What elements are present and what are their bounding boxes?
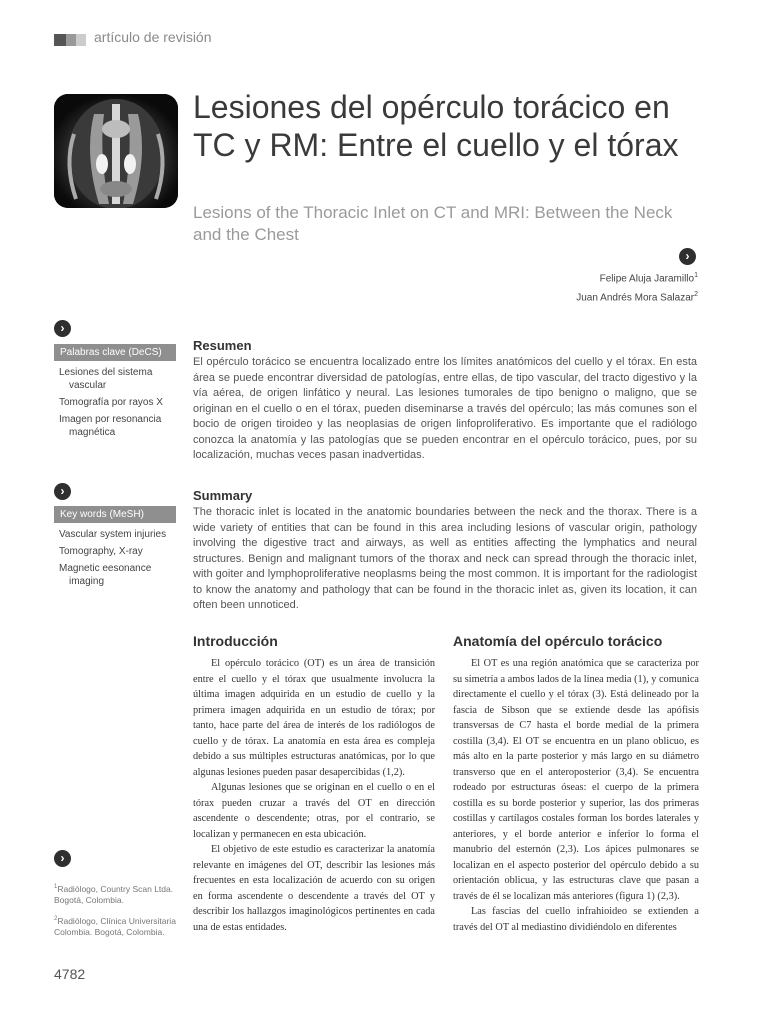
- resumen-text: El opérculo torácico se encuentra localizado entre los límites anatómicos del cuello y el tórax. En esta área se puede encontrar diversidad de patologías, entre ellas, de tipo vascular, del tracto digestivo y la vía aérea, de origen linfático y neural. Las lesiones tumorales de tipo benigno o maligno, que se originan en el cuello o en el tórax, pueden diseminarse a través del opérculo; las más comunes son el bocio de origen tiroideo y las neoplasias de origen linfoproliferativo. Es importante que el radiólogo conozca la anatomía y las patologías que se pueden encontrar en el opérculo torácico, pues, por su localización, muchas veces pasan inadvertidas.: [193, 356, 697, 461]
- keyword-item: Tomografía por rayos X: [59, 397, 163, 408]
- author: Felipe Aluja Jaramillo$^1$: [599, 272, 698, 285]
- keyword-item: Lesiones del sistema vascular: [59, 367, 153, 391]
- resumen-heading: Resumen: [193, 338, 252, 353]
- footnote: $^2$Radiólogo, Clínica Universitaria Colombia. Bogotá, Colombia.: [54, 915, 176, 937]
- page-number: 4782: [54, 966, 86, 982]
- author-list: [576, 268, 698, 307]
- paragraph: Algunas lesiones que se originan en el cuello o en el tórax pueden cruzar a través del OT en dirección ascendente o descendente; otras, por el contrario, se localizan y permanecen en esta ubicación.: [193, 782, 435, 840]
- paragraph: El opérculo torácico (OT) es un área de transición entre el cuello y el tórax que usualmente involucra la última imagen adquirida en un estudio de cuello y la primera imagen adquirida en un estudio de tórax; por tanto, hace parte del área de interés de los radiólogos de cuello y de tórax. La anatomía en esta área es compleja debido a sus múltiples estructuras anatómicas, por lo que algunas lesiones pueden pasar desapercibidas (1,2).: [193, 658, 435, 778]
- section-tag-blocks: [54, 34, 88, 46]
- keywords-en-heading: Key words (MeSH): [54, 506, 176, 523]
- tag-block-mid: [66, 34, 76, 46]
- anatomy-heading: Anatomía del opérculo torácico: [453, 633, 663, 649]
- paragraph: El objetivo de este estudio es caracterizar la anatomía relevante en imágenes del OT, describir las lesiones más frecuentes en esta localización de acuerdo con su origen en forma ascendente o descendente a través del OT y describir los hallazgos imaginológicos pertinentes en cada una de estas entidades.: [193, 844, 435, 933]
- keyword-item: Magnetic eesonance imaging: [59, 563, 152, 587]
- author: Juan Andrés Mora Salazar$^2$: [576, 291, 698, 304]
- arrow-right-circle-icon: ›: [679, 248, 696, 265]
- section-label: artículo de revisión: [94, 29, 212, 45]
- footnote: $^1$Radiólogo, Country Scan Ltda. Bogotá, Colombia.: [54, 883, 174, 905]
- ct-thumbnail-image: [54, 94, 178, 208]
- summary-heading: Summary: [193, 488, 253, 503]
- arrow-right-circle-icon: ›: [54, 850, 71, 867]
- keywords-es-heading: Palabras clave (DeCS): [54, 344, 176, 361]
- article-title: Lesiones del opérculo torácico en TC y RM: Entre el cuello y el tórax: [193, 89, 679, 163]
- keyword-item: Vascular system injuries: [59, 529, 167, 540]
- arrow-right-circle-icon: ›: [54, 320, 71, 337]
- paragraph: Las fascias del cuello infrahioideo se extienden a través del OT al mediastino dividiéndolo en diferentes: [453, 906, 699, 933]
- footnotes: [54, 882, 178, 946]
- keyword-item: Imagen por resonancia magnética: [59, 414, 162, 438]
- intro-heading: Introducción: [193, 633, 278, 649]
- keywords-es-list: [59, 366, 177, 443]
- arrow-right-circle-icon: ›: [54, 483, 71, 500]
- anatomy-body: [453, 656, 699, 956]
- summary-text: The thoracic inlet is located in the anatomic boundaries between the neck and the thorax. There is a wide variety of entities that can be found in this area including lesions of vascular origin, pathology involving the digestive tract and airways, as well as entities affecting the lymphatics and neural structures. Benign and malignant tumors of the thorax and neck can spread through the thoracic inlet, with goiter and lymphoproliferative neoplasms being the most common. It is important for the radiologist to know the anatomy and pathology that can be found in the thoracic inlet as, given its location, it can often been unnoticed.: [193, 506, 697, 611]
- tag-block-dark: [54, 34, 66, 46]
- keyword-item: Tomography, X-ray: [59, 546, 143, 557]
- keywords-en-list: [59, 528, 177, 592]
- article-subtitle: Lesions of the Thoracic Inlet on CT and MRI: Between the Neck and the Chest: [193, 203, 673, 244]
- tag-block-light: [76, 34, 86, 46]
- intro-body: [193, 656, 435, 935]
- paragraph: El OT es una región anatómica que se caracteriza por su simetría a ambos lados de la línea media (1), y comunica directamente el cuello y el tórax (3). Está delineado por la fascia de Sibson que se extiende desde las apófisis transversas de C7 hasta el borde medial de la primera costilla (3,4). El OT se encuentra en un plano oblicuo, es más alto en la parte posterior y más largo en su diámetro transverso que en el anteroposterior (3,4). Se encuentra rodeado por estructuras óseas: el cuerpo de la primera costilla es su borde posterior y superior, las dos primeras costillas y cartílagos costales forman los bordes laterales y anteriores, y el borde anterior e inferior lo forma el manubrio del esternón (2,3). Los ápices pulmonares se localizan en el aspecto posterior del opérculo debido a su orientación oblicua, y las estructuras clave que pasan a través de él se localizan más anteriores (figura 1) (2,3).: [453, 658, 699, 902]
